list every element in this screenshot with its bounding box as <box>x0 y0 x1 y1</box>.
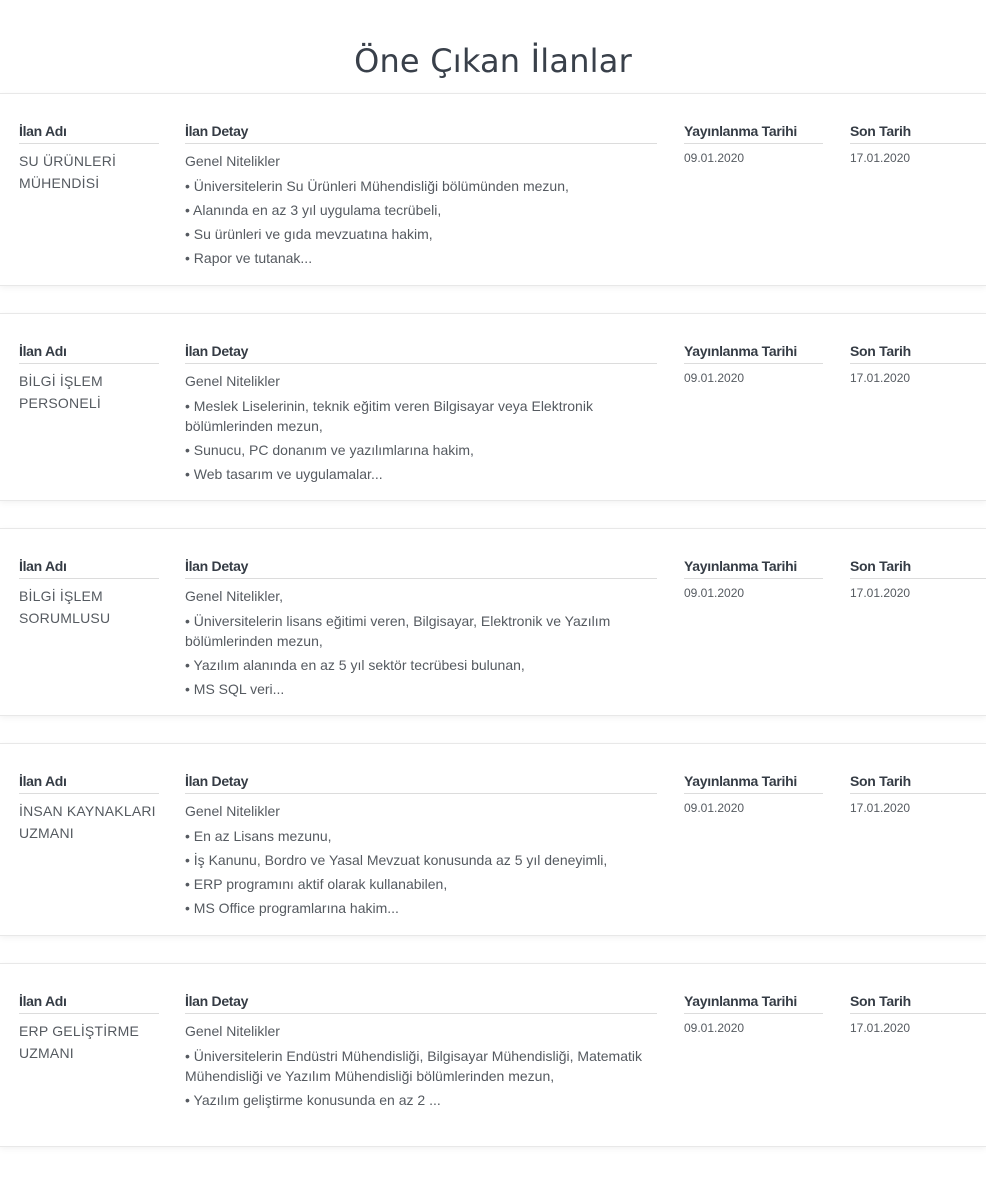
listing-published-column <box>684 122 823 166</box>
listing-detail-label: İlan Detay <box>185 342 657 364</box>
listing-name-column <box>19 342 159 414</box>
listing-card[interactable] <box>0 743 986 936</box>
listing-published-column <box>684 557 823 601</box>
listing-name-column <box>19 772 159 844</box>
listing-deadline-date: 17.01.2020 <box>850 1021 911 1035</box>
listing-detail-bullet: • Üniversitelerin Su Ürünleri Mühendisliği bölümünden mezun, <box>185 178 569 194</box>
listing-detail-intro: Genel Nitelikler <box>185 1023 280 1039</box>
listing-card[interactable] <box>0 528 986 716</box>
listing-name-column <box>19 557 159 629</box>
card-spacer <box>0 716 986 743</box>
listing-card[interactable] <box>0 313 986 501</box>
listing-deadline-label: Son Tarih <box>850 342 986 364</box>
listing-detail-bullet: • Rapor ve tutanak... <box>185 250 313 266</box>
listing-name-label: İlan Adı <box>19 122 159 144</box>
listing-published-date: 09.01.2020 <box>684 801 745 815</box>
listing-deadline-column <box>850 772 986 816</box>
card-spacer <box>0 286 986 313</box>
listing-detail-label: İlan Detay <box>185 772 657 794</box>
listing-detail-bullet: • Meslek Liselerinin, teknik eğitim veren Bilgisayar veya Elektronik bölümlerinden mezun, <box>185 398 593 434</box>
listing-published-label: Yayınlanma Tarihi <box>684 122 823 144</box>
listing-detail-intro: Genel Nitelikler <box>185 373 280 389</box>
listing-deadline-label: Son Tarih <box>850 772 986 794</box>
listing-published-column <box>684 342 823 386</box>
listing-published-label: Yayınlanma Tarihi <box>684 992 823 1014</box>
listing-name-column <box>19 122 159 194</box>
listing-detail-bullet: • Su ürünleri ve gıda mevzuatına hakim, <box>185 226 433 242</box>
listing-detail-bullet: • Yazılım geliştirme konusunda en az 2 ... <box>185 1092 441 1108</box>
listing-name-label: İlan Adı <box>19 557 159 579</box>
listing-deadline-column <box>850 342 986 386</box>
listing-deadline-date: 17.01.2020 <box>850 801 911 815</box>
listing-detail-column <box>185 557 657 699</box>
listing-detail-label: İlan Detay <box>185 557 657 579</box>
listing-deadline-date: 17.01.2020 <box>850 151 911 165</box>
listing-detail-column <box>185 772 657 918</box>
listing-detail-bullet: • MS Office programlarına hakim... <box>185 900 399 916</box>
card-spacer <box>0 936 986 963</box>
listing-deadline-label: Son Tarih <box>850 122 986 144</box>
listing-title[interactable]: ERP GELİŞTİRME UZMANI <box>19 1023 140 1061</box>
listing-detail-intro: Genel Nitelikler <box>185 803 280 819</box>
listing-detail-column <box>185 122 657 268</box>
listing-published-column <box>684 992 823 1036</box>
listing-detail-bullet: • Yazılım alanında en az 5 yıl sektör tecrübesi bulunan, <box>185 657 525 673</box>
card-spacer <box>0 501 986 528</box>
listing-detail-label: İlan Detay <box>185 122 657 144</box>
listing-deadline-date: 17.01.2020 <box>850 371 911 385</box>
listing-title[interactable]: SU ÜRÜNLERİ MÜHENDİSİ <box>19 153 117 191</box>
listing-detail-column <box>185 342 657 484</box>
page-title: Öne Çıkan İlanlar <box>354 42 632 80</box>
listing-detail-bullet: • MS SQL veri... <box>185 681 285 697</box>
listing-deadline-label: Son Tarih <box>850 557 986 579</box>
listing-deadline-label: Son Tarih <box>850 992 986 1014</box>
listing-deadline-date: 17.01.2020 <box>850 586 911 600</box>
listing-detail-bullet: • Web tasarım ve uygulamalar... <box>185 466 383 482</box>
listing-published-date: 09.01.2020 <box>684 1021 745 1035</box>
listing-published-date: 09.01.2020 <box>684 586 745 600</box>
listing-title[interactable]: BİLGİ İŞLEM PERSONELİ <box>19 373 103 411</box>
listing-published-label: Yayınlanma Tarihi <box>684 772 823 794</box>
listing-name-label: İlan Adı <box>19 342 159 364</box>
listing-published-date: 09.01.2020 <box>684 371 745 385</box>
listing-detail-bullet: • En az Lisans mezunu, <box>185 828 332 844</box>
listing-title[interactable]: BİLGİ İŞLEM SORUMLUSU <box>19 588 111 626</box>
listing-detail-intro: Genel Nitelikler <box>185 153 280 169</box>
listing-card[interactable] <box>0 93 986 286</box>
listing-detail-intro: Genel Nitelikler, <box>185 588 284 604</box>
listing-detail-bullet: • ERP programını aktif olarak kullanabilen, <box>185 876 448 892</box>
listing-published-date: 09.01.2020 <box>684 151 745 165</box>
listing-published-label: Yayınlanma Tarihi <box>684 557 823 579</box>
listing-deadline-column <box>850 122 986 166</box>
listing-detail-column <box>185 992 657 1110</box>
listing-card[interactable] <box>0 963 986 1147</box>
listing-name-label: İlan Adı <box>19 992 159 1014</box>
listing-name-label: İlan Adı <box>19 772 159 794</box>
listing-detail-label: İlan Detay <box>185 992 657 1014</box>
listing-detail-bullet: • Alanında en az 3 yıl uygulama tecrübeli, <box>185 202 442 218</box>
listing-detail-bullet: • Üniversitelerin Endüstri Mühendisliği, Bilgisayar Mühendisliği, Matematik Mühendisliği ve Yazılım Mühendisliği bölümlerinden mezun, <box>185 1048 642 1084</box>
listing-published-column <box>684 772 823 816</box>
listing-published-label: Yayınlanma Tarihi <box>684 342 823 364</box>
listing-detail-bullet: • Üniversitelerin lisans eğitimi veren, Bilgisayar, Elektronik ve Yazılım bölümlerinden mezun, <box>185 613 611 649</box>
listing-deadline-column <box>850 992 986 1036</box>
listing-detail-bullet: • Sunucu, PC donanım ve yazılımlarına hakim, <box>185 442 474 458</box>
listing-name-column <box>19 992 159 1064</box>
listing-detail-bullet: • İş Kanunu, Bordro ve Yasal Mevzuat konusunda az 5 yıl deneyimli, <box>185 852 608 868</box>
listing-title[interactable]: İNSAN KAYNAKLARI UZMANI <box>19 803 156 841</box>
listing-deadline-column <box>850 557 986 601</box>
